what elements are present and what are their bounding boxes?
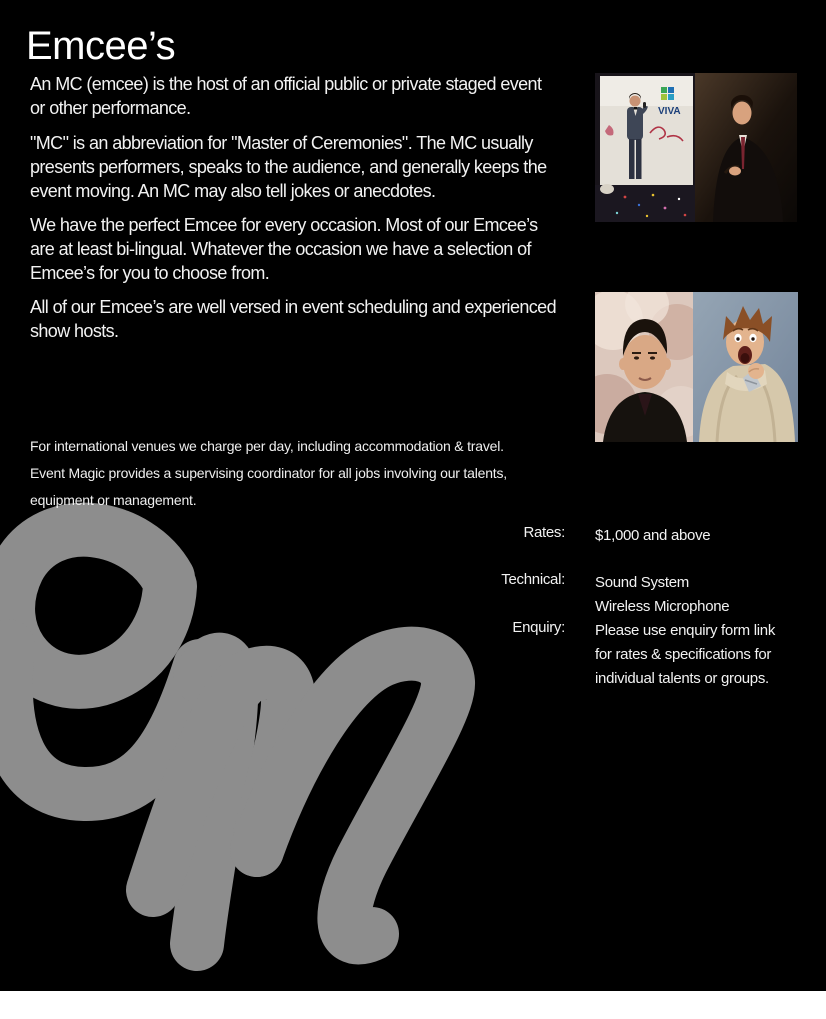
event-magic-em-logo-watermark	[0, 498, 500, 978]
paragraph-perfect-emcee	[30, 213, 538, 285]
pricing-note-line: For international venues we charge per day, including accommodation & travel.	[30, 438, 504, 454]
pricing-note-line: equipment or management.	[30, 492, 197, 508]
paragraph-line: are at least bi-lingual. Whatever the occasion we have a selection of	[30, 239, 531, 259]
paragraph-line: event moving. An MC may also tell jokes or anecdotes.	[30, 181, 436, 201]
enquiry-label: Enquiry:	[512, 619, 565, 636]
emcee-stage-photo	[595, 73, 695, 222]
emcee-comedian-photo	[693, 292, 798, 442]
paragraph-line: We have the perfect Emcee for every occasion. Most of our Emcee’s	[30, 215, 538, 235]
enquiry-value-line: Please use enquiry form link	[595, 622, 776, 639]
pricing-note	[30, 433, 507, 514]
paragraph-mc-abbreviation	[30, 131, 547, 203]
page-title: Emcee’s	[26, 24, 176, 68]
pricing-note-line: Event Magic provides a supervising coordinator for all jobs involving our talents,	[30, 465, 507, 481]
paragraph-line: or other performance.	[30, 98, 191, 118]
emcee-headshot-photo	[595, 292, 693, 442]
technical-value-line: Wireless Microphone	[595, 598, 730, 615]
photo-strip-bottom	[595, 292, 798, 442]
enquiry-value-line: individual talents or groups.	[595, 670, 769, 687]
paragraph-line: presents performers, speaks to the audience, and generally keeps the	[30, 157, 547, 177]
paragraph-intro	[30, 72, 541, 120]
technical-value	[595, 571, 815, 619]
paragraph-line: show hosts.	[30, 321, 119, 341]
enquiry-value-line: for rates & specifications for	[595, 646, 772, 663]
enquiry-value	[595, 619, 815, 691]
paragraph-line: "MC" is an abbreviation for "Master of Ceremonies". The MC usually	[30, 133, 533, 153]
rates-value: $1,000 and above	[595, 527, 711, 544]
paragraph-line: An MC (emcee) is the host of an official public or private staged event	[30, 74, 542, 94]
paragraph-line: Emcee’s for you to choose from.	[30, 263, 270, 283]
emcee-suit-portrait-photo	[695, 73, 797, 222]
paragraph-well-versed	[30, 295, 556, 343]
aviva-logo-text: VIVA	[658, 106, 681, 117]
technical-label: Technical:	[501, 571, 565, 588]
paragraph-line: All of our Emcee’s are well versed in event scheduling and experienced	[30, 297, 556, 317]
rates-label: Rates:	[523, 524, 565, 541]
photo-strip-top	[595, 73, 797, 222]
technical-value-line: Sound System	[595, 574, 689, 591]
